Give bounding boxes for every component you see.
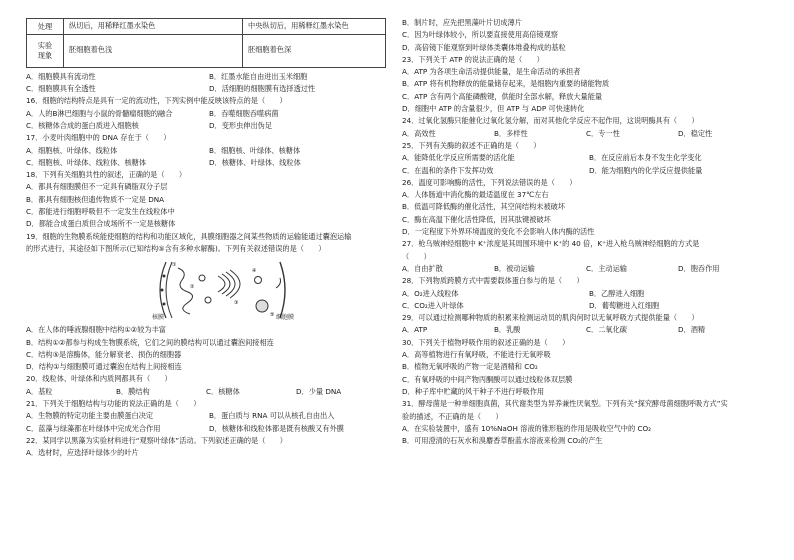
option: C．核糖体 [206, 386, 240, 396]
option: D．少量 DNA [296, 386, 342, 396]
option: D．高倍镜下能观察到叶绿体类囊体堆叠构成的基粒 [402, 42, 566, 52]
option: A．ATP 为各项生命活动提供能量，是生命活动的承担者 [402, 67, 581, 77]
option: A．生物膜的特定功能主要由膜蛋白决定 [26, 411, 154, 421]
option: B．乙醇进入细胞 [589, 288, 645, 298]
question-stem: （ ） [402, 251, 431, 261]
option: C．主动运输 [586, 263, 627, 273]
option: D．活细胞的细胞膜有选择透过性 [209, 84, 316, 94]
question-stem: 20．线粒体、叶绿体和内质网都具有（ ） [26, 374, 172, 384]
option: D．种子库中贮藏的风干种子不进行呼吸作用 [402, 386, 545, 396]
question-stem: 29．可以通过检测哪种物质的积累来检测运动员的肌肉何时以无氧呼吸方式提供能量（ ） [402, 313, 699, 323]
figure-label-membrane: 细胞膜 [276, 314, 295, 322]
option: D．葡萄糖进入红细胞 [589, 300, 660, 310]
options-grid [26, 72, 386, 97]
option: B．植物无氧呼吸的产物一定是酒精和 CO₂ [402, 362, 538, 372]
table-cell: 处理 [27, 19, 64, 35]
vesicle-transport-figure [26, 258, 386, 322]
question-stem: 验的描述，不正确的是（ ） [402, 411, 503, 421]
option: A．O₂进入线粒体 [402, 288, 459, 298]
option: D．胞吞作用 [678, 263, 720, 273]
option: C．有氧呼吸的中间产物丙酮酸可以通过线粒体双层膜 [402, 374, 573, 384]
option: D．变形虫伸出伪足 [209, 120, 273, 130]
option: A．选材时，应选择叶绿体少的叶片 [26, 448, 139, 458]
option: A．高等植物进行有氧呼吸，不能进行无氧呼吸 [402, 350, 551, 360]
option: D．稳定性 [678, 128, 713, 138]
option: C．CO₂进入叶绿体 [402, 300, 464, 310]
svg-text:③: ③ [234, 300, 239, 307]
table-cell: 中央纵切后，用稀释红墨水染色 [243, 19, 386, 35]
option: A．能降低化学反应所需要的活化能 [402, 153, 515, 163]
option: B．红墨水能自由进出玉米细胞 [209, 71, 308, 81]
question-stem: 28．下列物质跨膜方式中需要载体蛋白参与的是（ ） [402, 276, 584, 286]
svg-text:⑤: ⑤ [270, 312, 275, 319]
option: A．自由扩散 [402, 263, 443, 273]
option: A．细胞膜具有流动性 [26, 71, 96, 81]
option: B．多样性 [494, 128, 528, 138]
option: D．核糖体、叶绿体、线粒体 [209, 157, 301, 167]
option: A．高效性 [402, 128, 436, 138]
options-grid [26, 109, 386, 134]
option: A．基粒 [26, 386, 53, 396]
option: A．人体肠道中消化酶的最适温度在 37℃左右 [402, 190, 549, 200]
option: C．酶在高温下催化活性降低，因其肽键被破坏 [402, 214, 551, 224]
question-stem: 的形式进行，其途径如下图所示(已知结构⑤含有多种水解酶)。下列有关叙述错误的是（ ） [26, 243, 326, 253]
question-stem: 24．过氧化氢酶只能催化过氧化氢分解，而对其他化学反应不起作用，这说明酶具有（ ） [402, 116, 699, 126]
option: B．被动运输 [494, 263, 535, 273]
option: B．低温可降低酶的催化活性，其空间结构未被破坏 [402, 202, 566, 212]
option: B．都具有细胞核但遗传物质不一定是 DNA [26, 194, 165, 204]
options-grid [402, 153, 770, 178]
question-stem: 17．小麦叶肉细胞中的 DNA 存在于（ ） [26, 133, 171, 143]
option: B．吞噬细胞吞噬病菌 [209, 108, 279, 118]
options-grid [402, 289, 770, 314]
experiment-table [26, 18, 386, 68]
question-stem: 26．温度可影响酶的活性，下列说法错误的是（ ） [402, 177, 577, 187]
option: C．蓝藻与绿藻都在叶绿体中完成光合作用 [26, 423, 161, 433]
option: A．在实验装置中，盛有 10%NaOH 溶液的锥形瓶的作用是吸收空气中的 CO₂ [402, 423, 652, 433]
left-column [26, 18, 386, 461]
table-cell [27, 34, 64, 67]
option: C．因为叶绿体较小，所以要直接使用高倍镜观察 [402, 30, 558, 40]
svg-text:④: ④ [252, 268, 257, 275]
option: D．都能合成蛋白质但合成场所不一定是核糖体 [26, 219, 176, 229]
question-stem: 22．某同学以黑藻为实验材料进行“观察叶绿体”活动。下列叙述正确的是（ ） [26, 435, 287, 445]
options-grid [26, 411, 386, 436]
option: D．核糖体和线粒体都是既有核酸又有外膜 [209, 423, 344, 433]
option: A．细胞核、叶绿体、线粒体 [26, 145, 118, 155]
options-grid [26, 387, 386, 399]
option: C．在温和的条件下发挥功效 [402, 165, 494, 175]
table-head-line: 现象 [37, 50, 53, 60]
svg-text:②: ② [190, 284, 195, 291]
option: B．结构①②都参与构成生物膜系统，它们之间的膜结构可以通过囊泡间接相连 [26, 337, 274, 347]
question-stem: 27．枪乌贼神经细胞中 K⁺浓度是其周围环境中 K⁺的 40 倍，K⁺进入枪乌贼神经细胞的方式是 [402, 239, 700, 249]
option: C．核糖体合成的蛋白质进入细胞核 [26, 120, 139, 130]
option: C．ATP 含有两个高能磷酸键，供能时全部水解，释放大量能量 [402, 91, 603, 101]
option: A．ATP [402, 325, 428, 335]
table-row [27, 34, 386, 67]
option: C．结构⑤是溶酶体，能分解衰老、损伤的细胞器 [26, 349, 182, 359]
option: C．细胞核、叶绿体、线粒体、核糖体 [26, 157, 147, 167]
table-head-line: 实验 [37, 41, 53, 51]
options-grid [26, 146, 386, 171]
option: C．二氧化碳 [586, 325, 627, 335]
option: A．人的B淋巴细胞与小鼠的骨髓瘤细胞的融合 [26, 108, 173, 118]
table-cell: 纵切后，用稀释红墨水染色 [64, 19, 243, 35]
option: D．一定程度下外界环境温度的变化不会影响人体内酶的活性 [402, 227, 595, 237]
option: B．制片时，应先把黑藻叶片切成薄片 [402, 18, 522, 27]
option: B．在反应前后本身不发生化学变化 [589, 153, 702, 163]
options-grid [402, 264, 770, 276]
question-stem: 30．下列关于植物呼吸作用的叙述正确的是（ ） [402, 337, 570, 347]
option: B．ATP 将有机物释放的能量储存起来，是细胞内重要的储能物质 [402, 79, 610, 89]
table-cell: 胚细胞着色浅 [64, 34, 243, 67]
right-column [402, 18, 770, 448]
option: B．乳酸 [494, 325, 521, 335]
table-cell: 胚细胞着色深 [243, 34, 386, 67]
option: C．细胞膜具有全透性 [26, 84, 96, 94]
option: B．可用澄清的石灰水和溴麝香草酚蓝水溶液来检测 CO₂的产生 [402, 436, 603, 446]
options-grid [402, 325, 770, 337]
question-stem: 23．下列关于 ATP 的说法正确的是（ ） [402, 54, 544, 64]
figure-label-nucleus: 核膜 [152, 314, 165, 322]
option: D．能为细胞内的化学反应提供能量 [589, 165, 703, 175]
table-row [27, 19, 386, 35]
question-stem: 16．细胞的结构特点是具有一定的流动性，下列实例中能反映该特点的是（ ） [26, 96, 287, 106]
option: B．细胞核、叶绿体、核糖体 [209, 145, 301, 155]
option: B．蛋白质与 RNA 可以从核孔自由出入 [209, 411, 335, 421]
question-stem: 31．酵母菌是一种单细胞真菌，其代谢类型为异养兼性厌氧型。下列有关“探究酵母菌细胞呼吸方式”实 [402, 399, 728, 409]
option: A．都具有细胞膜但不一定具有磷脂双分子层 [26, 182, 168, 192]
option: B．膜结构 [116, 386, 150, 396]
question-stem: 19．细胞的生物膜系统能使细胞的结构和功能区域化，具膜细胞器之间某些物质的运输能通过囊泡运输 [26, 231, 352, 241]
option: C．专一性 [586, 128, 620, 138]
question-stem: 21．下列关于细胞结构与功能的说法正确的是（ ） [26, 399, 201, 409]
option: D．酒精 [678, 325, 706, 335]
cell-diagram-icon [26, 258, 386, 322]
question-stem: 25．下列有关酶的叙述不正确的是（ ） [402, 140, 541, 150]
svg-text:①: ① [172, 262, 177, 269]
options-grid [402, 129, 770, 141]
option: D．细胞中 ATP 的含量很少，但 ATP 与 ADP 可快速转化 [402, 104, 585, 114]
question-stem: 18．下列有关细胞共性的叙述，正确的是（ ） [26, 170, 187, 180]
option: D．结构①与细胞膜可通过囊泡在结构上间接相连 [26, 362, 182, 372]
option: C．都能进行细胞呼吸但不一定发生在线粒体中 [26, 207, 175, 217]
option: A．在人体的唾液腺细胞中结构①②较为丰富 [26, 325, 166, 335]
